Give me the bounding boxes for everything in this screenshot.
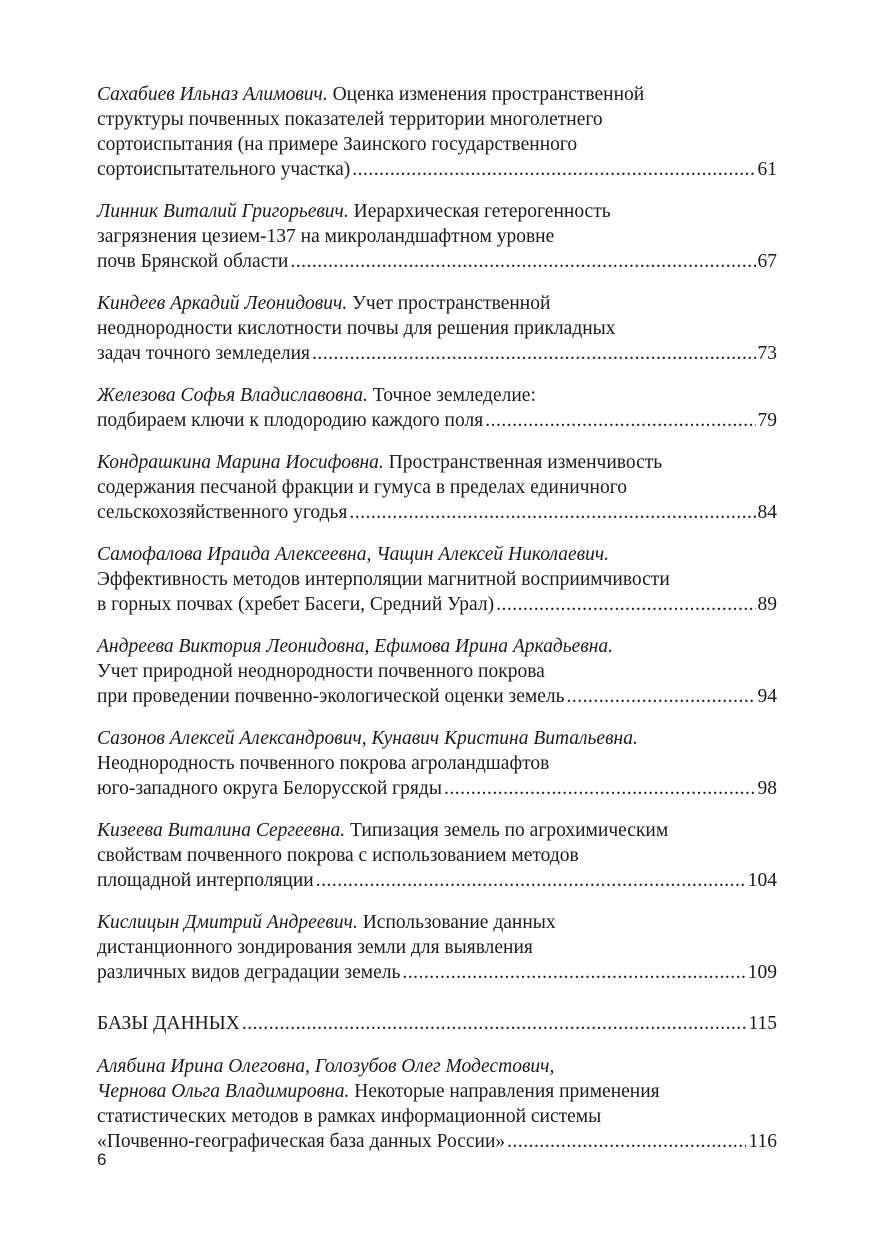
entry-title-line: содержания песчаной фракции и гумуса в пределах единичного xyxy=(97,477,627,498)
toc-section-heading[interactable] xyxy=(97,1011,777,1036)
dot-leader xyxy=(444,776,756,801)
toc-entry[interactable] xyxy=(97,726,777,801)
entry-page-number: 61 xyxy=(757,159,777,180)
entry-author: Кондрашкина Марина Иосифовна. xyxy=(97,452,384,473)
dot-leader xyxy=(402,960,745,985)
entry-title-last: почв Брянской области xyxy=(97,251,289,272)
section-page-number: 115 xyxy=(748,1013,777,1034)
entry-title-line: загрязнения цезием-137 на микроландшафтном уровне xyxy=(97,226,555,247)
entry-title-line: Иерархическая гетерогенность xyxy=(353,201,611,222)
entry-author: Чернова Ольга Владимировна. xyxy=(97,1081,350,1102)
entry-author: Киндеев Аркадий Леонидович. xyxy=(97,293,348,314)
dot-leader xyxy=(312,341,755,366)
entry-author: Сазонов Алексей Александрович, Кунавич Кристина Витальевна. xyxy=(97,728,638,749)
entry-author: Сахабиев Ильназ Алимович. xyxy=(97,84,328,105)
dot-leader xyxy=(566,684,755,709)
entry-title-last: при проведении почвенно-экологической оценки земель xyxy=(97,686,565,707)
entry-title-line: неоднородности кислотности почвы для решения прикладных xyxy=(97,318,616,339)
dot-leader xyxy=(485,408,755,433)
entry-page-number: 94 xyxy=(757,686,777,707)
toc-entry[interactable] xyxy=(97,383,777,433)
dot-leader xyxy=(496,592,755,617)
entry-title-line: Неоднородность почвенного покрова агроландшафтов xyxy=(97,753,550,774)
entry-author: Алябина Ирина Олеговна, Голозубов Олег Модестович, xyxy=(97,1056,555,1077)
entry-title-line: Типизация земель по агрохимическим xyxy=(349,820,669,841)
entry-title-line: статистических методов в рамках информационной системы xyxy=(97,1106,602,1127)
dot-leader xyxy=(349,500,755,525)
entry-page-number: 84 xyxy=(757,502,777,523)
entry-author: Линник Виталий Григорьевич. xyxy=(97,201,349,222)
entry-title-line: Эффективность методов интерполяции магнитной восприимчивости xyxy=(97,569,670,590)
entry-title-line: Некоторые направления применения xyxy=(354,1081,660,1102)
toc-entry[interactable] xyxy=(97,199,777,274)
entry-title-line: свойствам почвенного покрова с использованием методов xyxy=(97,845,579,866)
entry-title-line: Точное земледелие: xyxy=(372,385,536,406)
entry-title-last: подбираем ключи к плодородию каждого поля xyxy=(97,410,484,431)
toc-entry[interactable] xyxy=(97,634,777,709)
dot-leader xyxy=(316,868,746,893)
toc-entry[interactable] xyxy=(97,82,777,182)
dot-leader xyxy=(242,1011,747,1036)
entry-title-last: в горных почвах (хребет Басеги, Средний Урал) xyxy=(97,594,495,615)
entry-title-last: различных видов деградации земель xyxy=(97,962,401,983)
table-of-contents xyxy=(97,82,777,1171)
entry-title-line: дистанционного зондирования земли для выявления xyxy=(97,937,533,958)
entry-title-last: «Почвенно-географическая база данных России» xyxy=(97,1131,506,1152)
toc-entry[interactable] xyxy=(97,910,777,985)
toc-entry[interactable] xyxy=(97,542,777,617)
toc-entry[interactable] xyxy=(97,1054,777,1154)
entry-title-last: юго-западного округа Белорусской гряды xyxy=(97,778,442,799)
entry-page-number: 98 xyxy=(757,778,777,799)
entry-author: Кизеева Виталина Сергеевна. xyxy=(97,820,346,841)
entry-page-number: 73 xyxy=(757,343,777,364)
entry-title-last: задач точного земледелия xyxy=(97,343,311,364)
dot-leader xyxy=(507,1129,746,1154)
entry-author: Кислицын Дмитрий Андреевич. xyxy=(97,912,358,933)
toc-entry[interactable] xyxy=(97,450,777,525)
entry-title-line: структуры почвенных показателей территории многолетнего xyxy=(97,109,603,130)
entry-title-line: Учет пространственной xyxy=(352,293,551,314)
toc-entry[interactable] xyxy=(97,291,777,366)
toc-entry[interactable] xyxy=(97,818,777,893)
dot-leader xyxy=(352,157,755,182)
dot-leader xyxy=(290,249,755,274)
entry-page-number: 89 xyxy=(757,594,777,615)
entry-page-number: 79 xyxy=(757,410,777,431)
entry-title-last: сортоиспытательного участка) xyxy=(97,159,351,180)
entry-page-number: 116 xyxy=(748,1131,777,1152)
entry-title-line: Оценка изменения пространственной xyxy=(332,84,645,105)
entry-page-number: 67 xyxy=(757,251,777,272)
entry-author: Самофалова Ираида Алексеевна, Чащин Алексей Николаевич. xyxy=(97,544,610,565)
entry-page-number: 109 xyxy=(747,962,777,983)
entry-page-number: 104 xyxy=(747,870,777,891)
entry-author: Железова Софья Владиславовна. xyxy=(97,385,368,406)
entry-title-line: Учет природной неоднородности почвенного покрова xyxy=(97,661,545,682)
entry-title-last: площадной интерполяции xyxy=(97,870,314,891)
entry-title-line: сортоиспытания (на примере Заинского государственного xyxy=(97,134,578,155)
entry-title-last: сельскохозяйственного угодья xyxy=(97,502,348,523)
entry-title-line: Пространственная изменчивость xyxy=(388,452,663,473)
section-title: БАЗЫ ДАННЫХ xyxy=(97,1013,240,1034)
page-number: 6 xyxy=(97,1150,107,1169)
entry-author: Андреева Виктория Леонидовна, Ефимова Ирина Аркадьевна. xyxy=(97,636,614,657)
entry-title-line: Использование данных xyxy=(362,912,556,933)
